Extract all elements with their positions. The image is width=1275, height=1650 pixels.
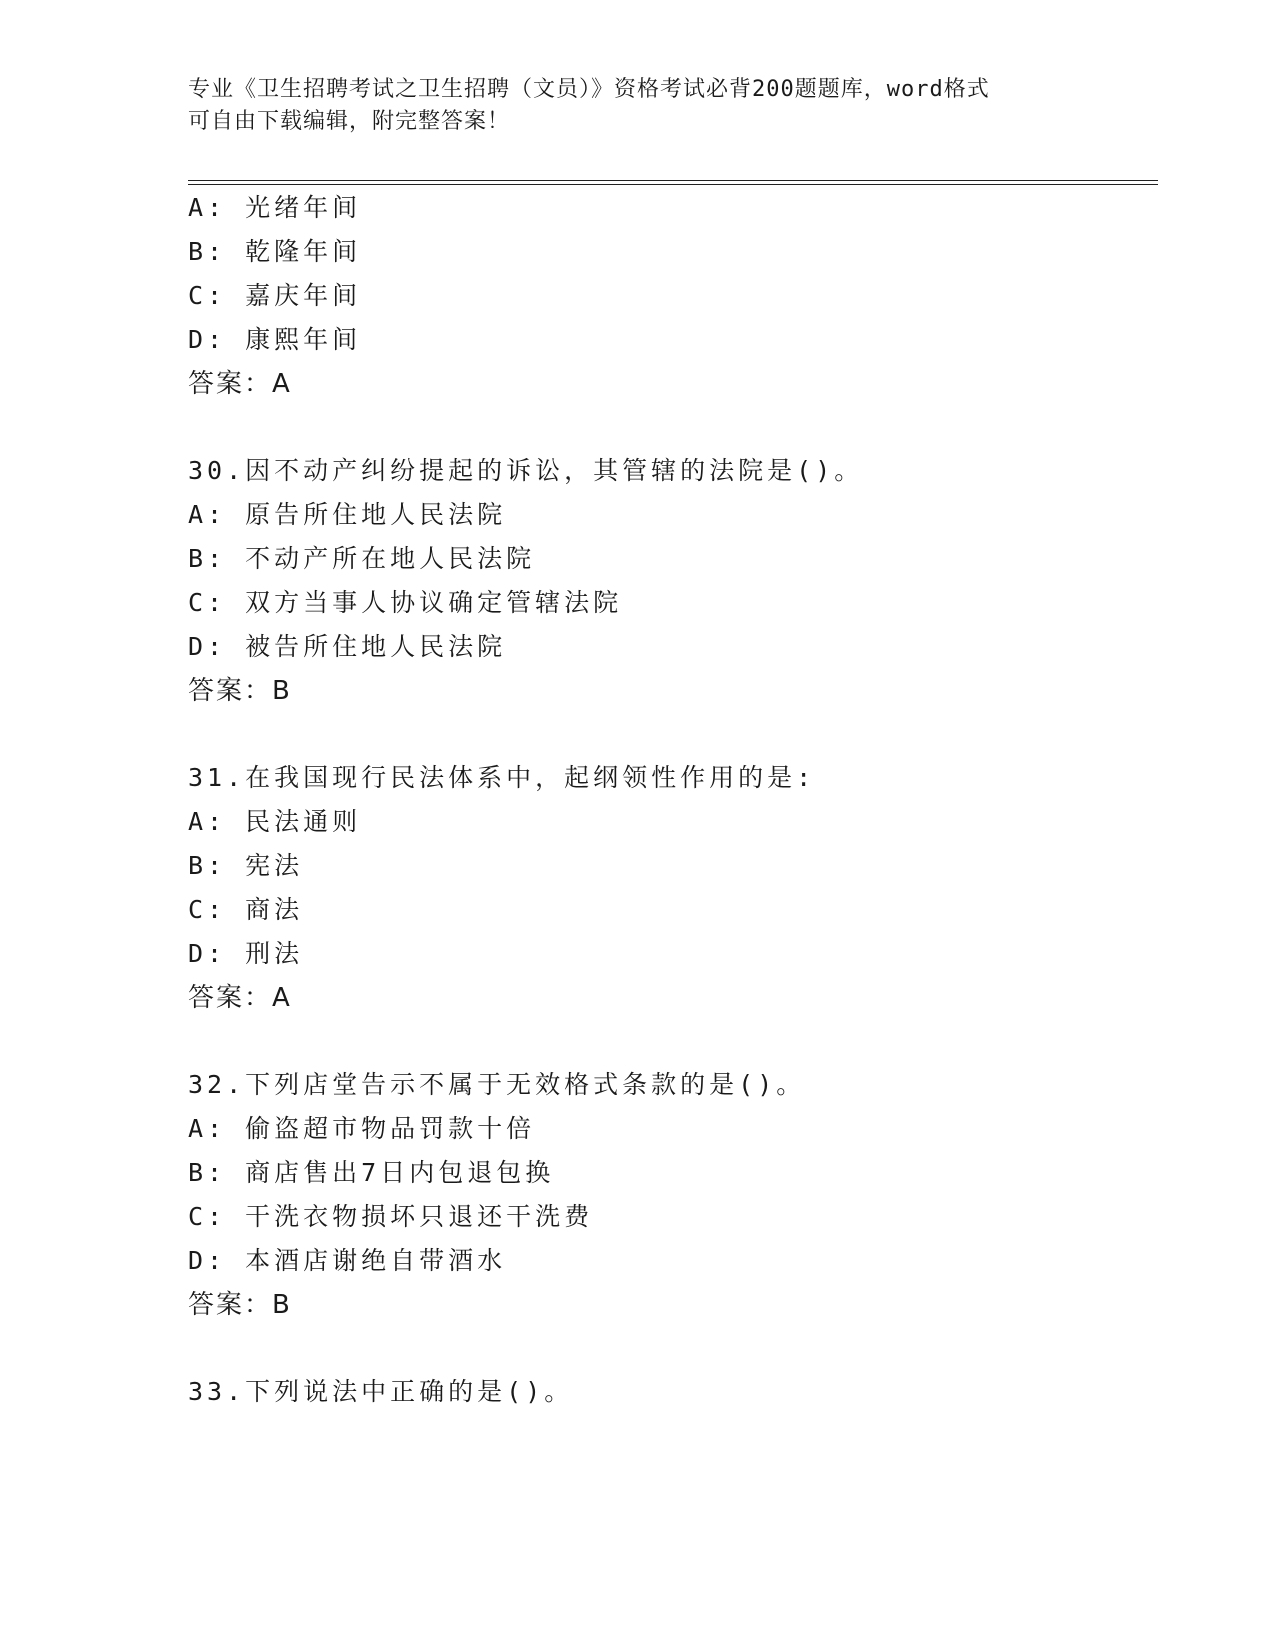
question-31-stem: 31.在我国现行民法体系中，起纲领性作用的是: bbox=[188, 763, 816, 792]
option-b: B: 商店售出7日内包退包换 bbox=[188, 1158, 555, 1187]
option-c: C: 双方当事人协议确定管辖法院 bbox=[188, 588, 623, 617]
option-d: D: 康熙年间 bbox=[188, 325, 362, 354]
option-b: B: 宪法 bbox=[188, 851, 304, 880]
document-header bbox=[188, 74, 1068, 138]
option-a: A: 原告所住地人民法院 bbox=[188, 500, 507, 529]
option-a: A: 光绪年间 bbox=[188, 193, 362, 222]
option-b: B: 乾隆年间 bbox=[188, 237, 362, 266]
question-30-stem: 30.因不动产纠纷提起的诉讼，其管辖的法院是()。 bbox=[188, 456, 864, 485]
answer-line: 答案：B bbox=[188, 1290, 292, 1320]
question-32-stem: 32.下列店堂告示不属于无效格式条款的是()。 bbox=[188, 1070, 806, 1099]
header-divider-bottom bbox=[188, 184, 1158, 185]
option-c: C: 嘉庆年间 bbox=[188, 281, 362, 310]
answer-line: 答案：A bbox=[188, 369, 292, 399]
option-d: D: 本酒店谢绝自带酒水 bbox=[188, 1246, 507, 1275]
answer-line: 答案：B bbox=[188, 676, 292, 706]
option-d: D: 被告所住地人民法院 bbox=[188, 632, 507, 661]
header-divider-top bbox=[188, 180, 1158, 181]
header-line-2: 可自由下载编辑，附完整答案！ bbox=[188, 109, 511, 134]
option-b: B: 不动产所在地人民法院 bbox=[188, 544, 536, 573]
answer-line: 答案：A bbox=[188, 983, 292, 1013]
option-c: C: 干洗衣物损坏只退还干洗费 bbox=[188, 1202, 594, 1231]
option-d: D: 刑法 bbox=[188, 939, 304, 968]
option-a: A: 偷盗超市物品罚款十倍 bbox=[188, 1114, 536, 1143]
header-line-1: 专业《卫生招聘考试之卫生招聘（文员）》资格考试必背200题题库，word格式 bbox=[188, 77, 990, 102]
option-a: A: 民法通则 bbox=[188, 807, 362, 836]
option-c: C: 商法 bbox=[188, 895, 304, 924]
question-33-stem: 33.下列说法中正确的是()。 bbox=[188, 1377, 574, 1406]
